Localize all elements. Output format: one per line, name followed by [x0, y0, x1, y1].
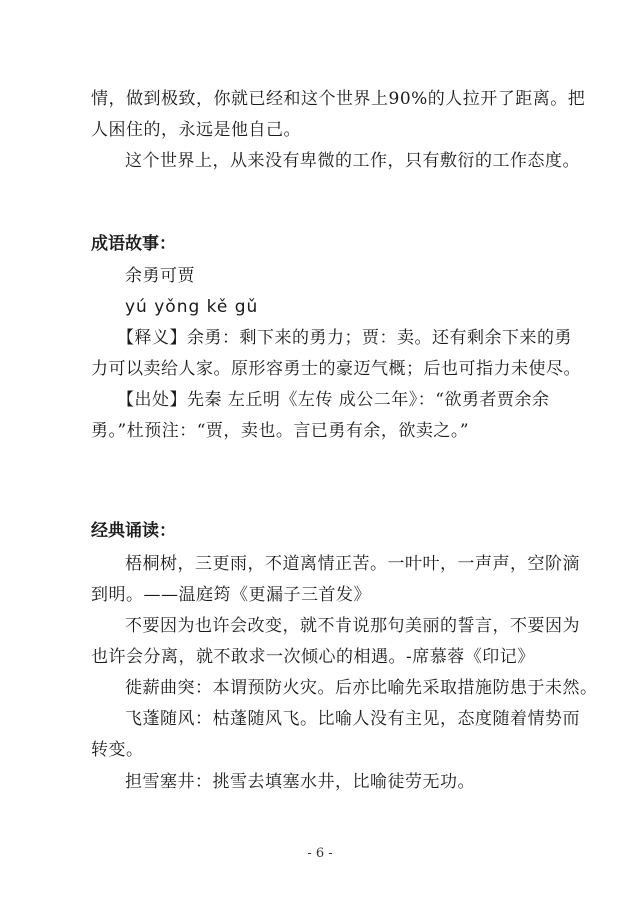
- page-number: - 6 -: [307, 846, 333, 861]
- intro-line-3: 这个世界上，从来没有卑微的工作，只有敷衍的工作态度。: [125, 151, 580, 171]
- classics-line-2: 到明。——温庭筠《更漏子三首发》: [91, 585, 371, 605]
- classics-line-5: 徙薪曲突：本谓预防火灾。后亦比喻先采取措施防患于未然。: [125, 678, 598, 698]
- classics-heading: 经典诵读：: [91, 521, 176, 541]
- classics-line-7: 转变。: [91, 740, 144, 760]
- classics-line-8: 担雪塞井：挑雪去填塞水井，比喻徒劳无功。: [125, 772, 475, 792]
- classics-line-3: 不要因为也许会改变，就不肯说那句美丽的誓言，不要因为: [125, 616, 580, 636]
- idiom-meaning-line-2: 力可以卖给人家。原形容勇士的豪迈气概；后也可指力未使尽。: [91, 359, 581, 379]
- classics-line-1: 梧桐树，三更雨，不道离情正苦。一叶叶，一声声，空阶滴: [125, 554, 580, 574]
- idiom-name: 余勇可贾: [125, 266, 195, 286]
- idiom-heading: 成语故事：: [91, 234, 176, 254]
- idiom-source-line-1: 【出处】先秦 左丘明《左传 成公二年》：“欲勇者贾余余: [117, 390, 550, 410]
- intro-line-2: 人困住的，永远是他自己。: [91, 120, 301, 140]
- intro-line-1: 情，做到极致，你就已经和这个世界上90%的人拉开了距离。把: [91, 89, 586, 109]
- classics-line-4: 也许会分离，就不敢求一次倾心的相遇。-席慕蓉《印记》: [91, 647, 535, 667]
- idiom-source-line-2: 勇。”杜预注：“贾，卖也。言已勇有余，欲卖之。”: [91, 421, 470, 441]
- classics-line-6: 飞蓬随风：枯蓬随风飞。比喻人没有主见，态度随着情势而: [125, 709, 580, 729]
- idiom-pinyin: yú yǒng kě gǔ: [125, 297, 259, 317]
- idiom-meaning-line-1: 【释义】余勇：剩下来的勇力；贾：卖。还有剩余下来的勇: [117, 328, 572, 348]
